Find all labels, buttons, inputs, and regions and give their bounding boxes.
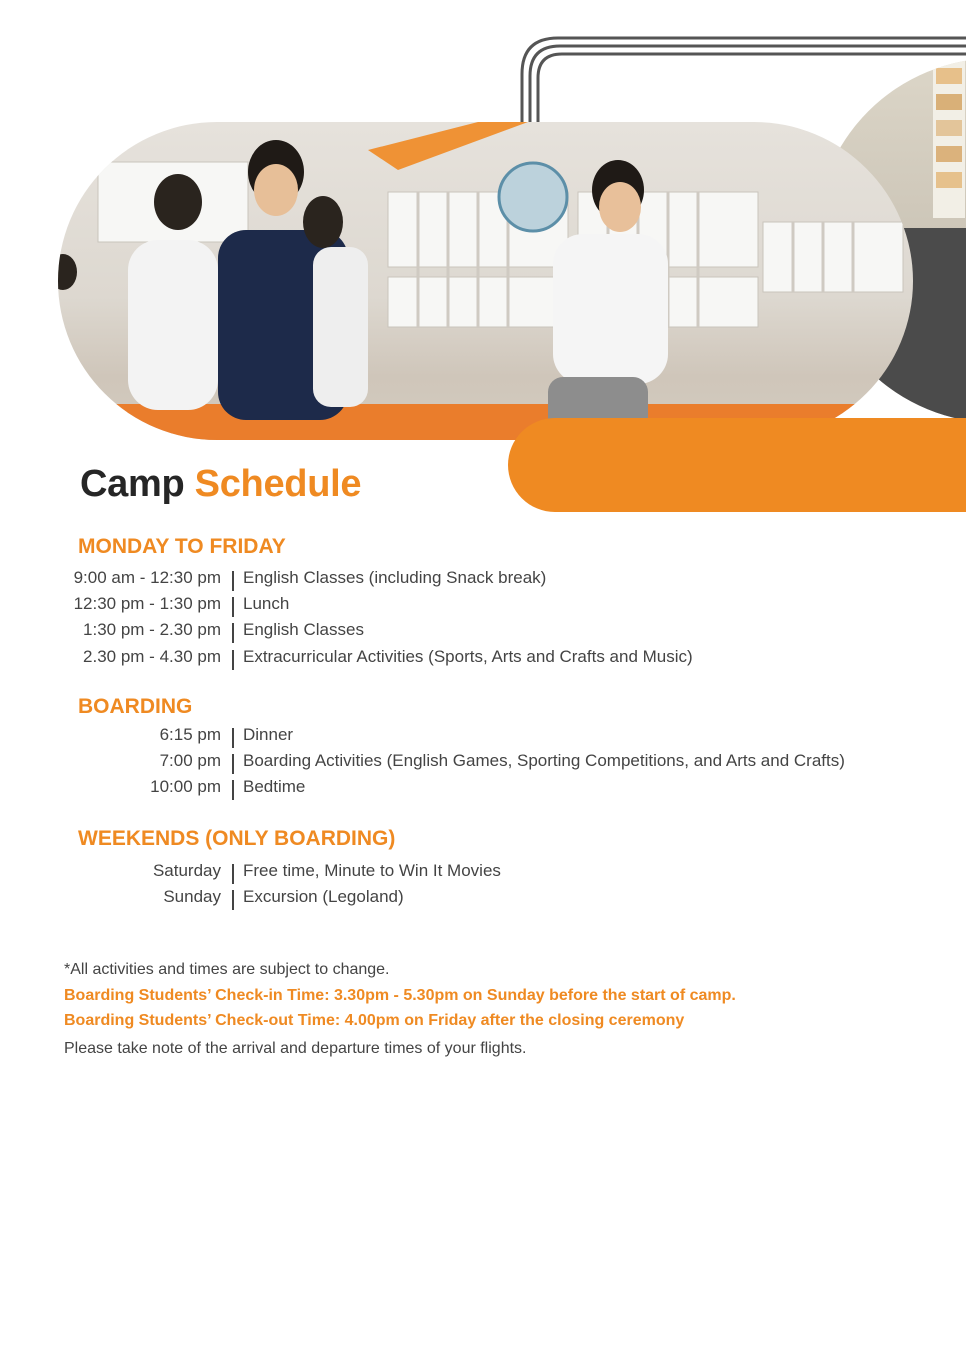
divider-bar xyxy=(232,864,234,884)
schedule-activity: Lunch xyxy=(243,594,290,613)
divider-bar xyxy=(232,597,234,617)
divider-bar xyxy=(232,728,234,748)
schedule-activity: Bedtime xyxy=(243,777,306,796)
schedule-activity: Excursion (Legoland) xyxy=(243,887,404,906)
schedule-time: Sunday xyxy=(163,887,221,906)
section-heading: MONDAY TO FRIDAY xyxy=(78,535,286,558)
checkout-note: Boarding Students’ Check-out Time: 4.00pm on Friday after the closing ceremony xyxy=(64,1012,685,1029)
divider-bar xyxy=(232,623,234,643)
schedule-time: 6:15 pm xyxy=(159,725,221,744)
flights-note: Please take note of the arrival and departure times of your flights. xyxy=(64,1040,527,1057)
hero-photo xyxy=(58,122,913,440)
schedule-time: 2.30 pm - 4.30 pm xyxy=(83,647,221,666)
schedule-row xyxy=(0,777,966,803)
title-word-camp: Camp xyxy=(80,463,185,505)
schedule-activity: English Classes (including Snack break) xyxy=(243,568,547,587)
schedule-row xyxy=(0,725,966,751)
schedule-row xyxy=(0,647,966,673)
page-title xyxy=(80,463,361,506)
schedule-activity: Boarding Activities (English Games, Sporting Competitions, and Arts and Crafts) xyxy=(243,751,845,770)
schedule-activity: Extracurricular Activities (Sports, Arts and Crafts and Music) xyxy=(243,647,693,666)
schedule-row xyxy=(0,887,966,913)
schedule-activity: Dinner xyxy=(243,725,294,744)
schedule-time: 10:00 pm xyxy=(150,777,221,796)
schedule-row xyxy=(0,751,966,777)
divider-bar xyxy=(232,780,234,800)
divider-bar xyxy=(232,754,234,774)
schedule-time: Saturday xyxy=(152,861,221,880)
divider-bar xyxy=(232,650,234,670)
schedule-time: 7:00 pm xyxy=(159,751,221,770)
divider-bar xyxy=(232,890,234,910)
orange-accent-shape xyxy=(508,418,966,512)
schedule-row xyxy=(0,861,966,887)
section-heading: WEEKENDS (ONLY BOARDING) xyxy=(78,827,396,850)
schedule-row xyxy=(0,568,966,594)
section-heading: BOARDING xyxy=(78,695,193,718)
schedule-row xyxy=(0,620,966,646)
schedule-activity: Free time, Minute to Win It Movies xyxy=(243,861,501,880)
schedule-activity: English Classes xyxy=(243,620,364,639)
divider-bar xyxy=(232,571,234,591)
title-word-schedule: Schedule xyxy=(194,463,362,505)
disclaimer-note: *All activities and times are subject to change. xyxy=(64,961,390,978)
schedule-row xyxy=(0,594,966,620)
checkin-note: Boarding Students’ Check-in Time: 3.30pm - 5.30pm on Sunday before the start of camp. xyxy=(64,987,736,1004)
schedule-time: 1:30 pm - 2.30 pm xyxy=(83,620,221,639)
schedule-time: 12:30 pm - 1:30 pm xyxy=(73,594,221,613)
schedule-time: 9:00 am - 12:30 pm xyxy=(73,568,221,587)
